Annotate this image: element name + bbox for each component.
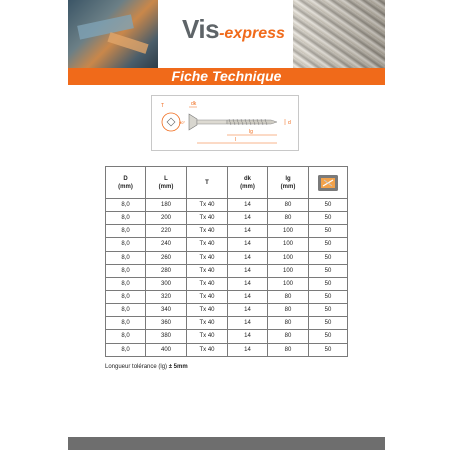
- table-cell: Tx 40: [187, 251, 228, 264]
- header-d: D (mm): [106, 167, 146, 199]
- table-cell: 50: [309, 212, 348, 225]
- table-cell: 14: [228, 225, 268, 238]
- table-cell: 400: [146, 343, 187, 356]
- label-t: T: [161, 103, 165, 109]
- footer-bar: [68, 437, 385, 450]
- table-cell: 220: [146, 225, 187, 238]
- table-cell: 50: [309, 317, 348, 330]
- table-row: [106, 212, 348, 225]
- label-d: d: [288, 120, 291, 126]
- table-cell: 50: [309, 330, 348, 343]
- table-cell: 50: [309, 225, 348, 238]
- label-dk: dk: [191, 101, 197, 107]
- table-cell: 14: [228, 264, 268, 277]
- table-header-row: [106, 167, 348, 199]
- table-row: [106, 343, 348, 356]
- table-cell: Tx 40: [187, 343, 228, 356]
- table-cell: 8,0: [106, 212, 146, 225]
- table-cell: 8,0: [106, 264, 146, 277]
- table-cell: 260: [146, 251, 187, 264]
- table-cell: Tx 40: [187, 199, 228, 212]
- table-cell: 8,0: [106, 330, 146, 343]
- table-cell: 8,0: [106, 290, 146, 303]
- table-cell: 14: [228, 251, 268, 264]
- table-cell: 100: [268, 225, 309, 238]
- tolerance-note: [105, 364, 188, 370]
- table-cell: 300: [146, 277, 187, 290]
- table-cell: 80: [268, 304, 309, 317]
- table-cell: Tx 40: [187, 277, 228, 290]
- table-row: [106, 330, 348, 343]
- table-row: [106, 290, 348, 303]
- table-cell: 100: [268, 264, 309, 277]
- table-cell: 180: [146, 199, 187, 212]
- table-cell: 80: [268, 199, 309, 212]
- table-cell: 50: [309, 343, 348, 356]
- table-cell: Tx 40: [187, 290, 228, 303]
- table-cell: 14: [228, 212, 268, 225]
- header-photo-screws: [293, 0, 385, 68]
- table-cell: 280: [146, 264, 187, 277]
- table-cell: Tx 40: [187, 317, 228, 330]
- table-cell: 14: [228, 330, 268, 343]
- table-cell: Tx 40: [187, 212, 228, 225]
- table-row: [106, 317, 348, 330]
- table-cell: Tx 40: [187, 330, 228, 343]
- spec-table-body: [106, 199, 348, 357]
- tolerance-note-text: Longueur tolérance (lg): [105, 364, 169, 370]
- table-cell: 320: [146, 290, 187, 303]
- table-cell: 14: [228, 238, 268, 251]
- table-cell: 80: [268, 317, 309, 330]
- brand-logo: [182, 14, 285, 49]
- table-cell: Tx 40: [187, 238, 228, 251]
- label-angle: 90°: [179, 120, 186, 125]
- screw-shank: [197, 120, 227, 124]
- table-cell: 8,0: [106, 238, 146, 251]
- table-cell: 50: [309, 304, 348, 317]
- table-cell: 100: [268, 238, 309, 251]
- header-l: L (mm): [146, 167, 187, 199]
- spec-table: [105, 166, 348, 357]
- table-cell: 240: [146, 238, 187, 251]
- table-cell: 80: [268, 212, 309, 225]
- header: [68, 0, 385, 68]
- screw-diagram: [151, 95, 299, 151]
- brand-name-accent: -express: [219, 25, 285, 42]
- tolerance-note-value: ± 5mm: [168, 364, 188, 370]
- table-cell: 14: [228, 199, 268, 212]
- table-cell: 8,0: [106, 304, 146, 317]
- table-row: [106, 304, 348, 317]
- table-row: [106, 251, 348, 264]
- page-title: Fiche Technique: [171, 68, 282, 84]
- table-cell: 340: [146, 304, 187, 317]
- table-cell: 8,0: [106, 317, 146, 330]
- table-cell: 80: [268, 343, 309, 356]
- table-cell: 14: [228, 304, 268, 317]
- table-cell: 8,0: [106, 251, 146, 264]
- table-row: [106, 277, 348, 290]
- header-dk: dk (mm): [228, 167, 268, 199]
- table-row: [106, 225, 348, 238]
- table-cell: 50: [309, 290, 348, 303]
- table-cell: 8,0: [106, 343, 146, 356]
- table-cell: 50: [309, 251, 348, 264]
- header-quantity: [309, 167, 348, 199]
- table-cell: 8,0: [106, 277, 146, 290]
- table-cell: 50: [309, 199, 348, 212]
- table-cell: 80: [268, 330, 309, 343]
- table-cell: 380: [146, 330, 187, 343]
- screw-diagram-svg: [151, 95, 299, 151]
- table-cell: 14: [228, 290, 268, 303]
- table-cell: 100: [268, 277, 309, 290]
- table-cell: Tx 40: [187, 304, 228, 317]
- table-cell: 80: [268, 290, 309, 303]
- table-row: [106, 238, 348, 251]
- table-cell: 14: [228, 277, 268, 290]
- table-cell: 360: [146, 317, 187, 330]
- table-row: [106, 199, 348, 212]
- table-cell: 50: [309, 264, 348, 277]
- table-cell: 50: [309, 277, 348, 290]
- brand-name-main: Vis: [182, 14, 220, 44]
- table-cell: Tx 40: [187, 264, 228, 277]
- table-cell: 50: [309, 238, 348, 251]
- box-icon: [317, 174, 339, 192]
- header-photo-workshop: [68, 0, 158, 68]
- table-cell: Tx 40: [187, 225, 228, 238]
- header-lg: lg (mm): [268, 167, 309, 199]
- table-cell: 14: [228, 317, 268, 330]
- label-l: l: [235, 137, 237, 143]
- table-cell: 8,0: [106, 225, 146, 238]
- header-t: T: [187, 167, 228, 199]
- table-row: [106, 264, 348, 277]
- label-lg: lg: [249, 129, 253, 135]
- title-banner: [68, 68, 385, 85]
- table-cell: 8,0: [106, 199, 146, 212]
- table-cell: 200: [146, 212, 187, 225]
- table-cell: 14: [228, 343, 268, 356]
- table-cell: 100: [268, 251, 309, 264]
